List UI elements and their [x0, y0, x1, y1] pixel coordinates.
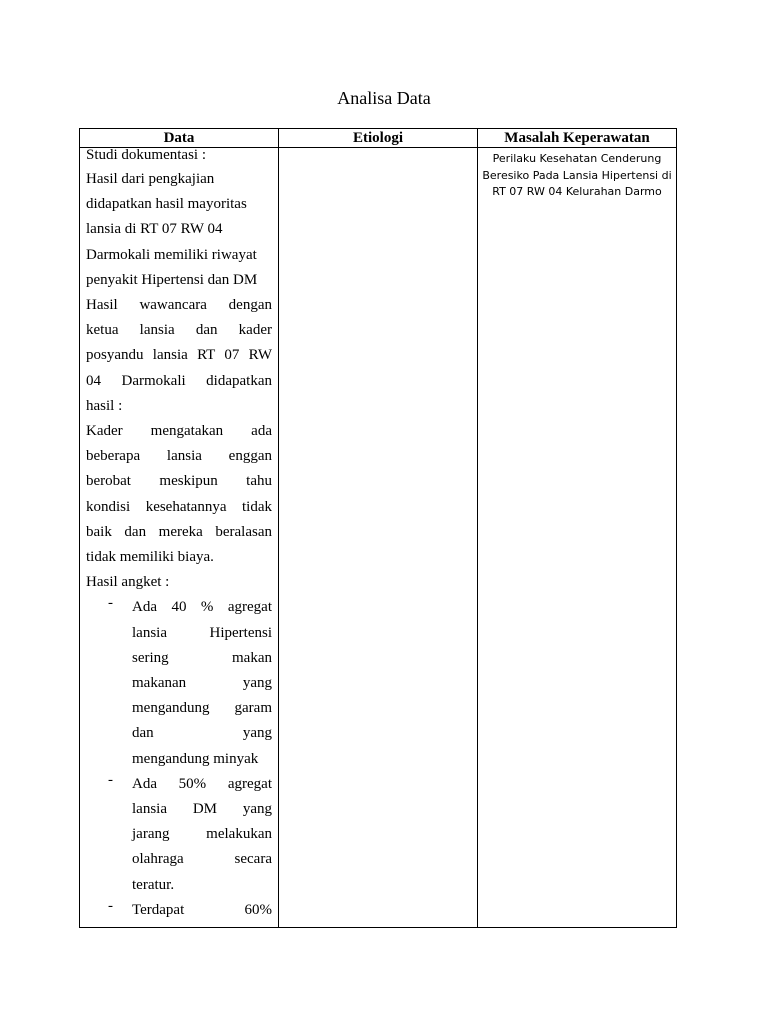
masalah-text: Perilaku Kesehatan Cenderung Beresiko Pada Lansia Hipertensi di RT 07 RW 04 Kelurahan Darmo [482, 152, 672, 198]
data-line: Hasil wawancara dengan [86, 297, 272, 314]
header-etiologi: Etiologi [279, 129, 478, 148]
analysis-table [79, 128, 677, 928]
bullet-line: Terdapat 60% [132, 901, 272, 918]
bullet-line: sering makan [132, 649, 272, 666]
bullet-line: olahraga secara [132, 851, 272, 868]
bullet-line: lansia DM yang [132, 801, 272, 818]
data-cell [80, 148, 279, 928]
data-line: tidak memiliki biaya. [86, 549, 214, 566]
bullet-line: dan yang [132, 725, 272, 742]
table-header-row [80, 129, 677, 148]
data-line: Kader mengatakan ada [86, 423, 272, 440]
data-line: berobat meskipun tahu [86, 473, 272, 490]
bullet-line: jarang melakukan [132, 826, 272, 843]
bullet-item [86, 595, 272, 771]
table-row [80, 148, 677, 928]
bullet-line: mengandung minyak [132, 750, 259, 767]
masalah-cell [478, 148, 677, 928]
data-line: Hasil dari pengkajian [86, 171, 215, 187]
bullet-line: makanan yang [132, 675, 272, 692]
etiologi-cell [279, 148, 478, 928]
bullet-line: Ada 50% agregat [132, 775, 272, 792]
data-line: 04 Darmokali didapatkan [86, 372, 272, 389]
bullet-item [86, 772, 272, 898]
bullet-line: teratur. [132, 876, 175, 893]
data-line: hasil : [86, 397, 123, 414]
bullet-dash: - [108, 771, 113, 788]
header-masalah: Masalah Keperawatan [478, 129, 677, 148]
data-line: Darmokali memiliki riwayat [86, 246, 257, 263]
data-line: kondisi kesehatannya tidak [86, 498, 272, 515]
data-line: ketua lansia dan kader [86, 322, 272, 339]
bullet-line: lansia Hipertensi [132, 624, 272, 641]
data-line: baik dan mereka beralasan [86, 523, 272, 540]
data-line: lansia di RT 07 RW 04 [86, 221, 223, 238]
bullet-line: Ada 40 % agregat [132, 599, 272, 616]
bullet-dash: - [108, 595, 113, 612]
bullet-item [86, 898, 272, 923]
page-title: Analisa Data [337, 88, 431, 108]
data-line: Studi dokumentasi : [86, 147, 206, 163]
data-line: posyandu lansia RT 07 RW [86, 347, 272, 364]
header-data: Data [80, 129, 279, 148]
data-line: didapatkan hasil mayoritas [86, 196, 247, 213]
data-line: Hasil angket : [86, 574, 170, 591]
data-line: beberapa lansia enggan [86, 448, 272, 465]
bullet-dash: - [108, 897, 113, 914]
data-line: penyakit Hipertensi dan DM [86, 271, 258, 288]
bullet-line: mengandung garam [132, 700, 272, 717]
